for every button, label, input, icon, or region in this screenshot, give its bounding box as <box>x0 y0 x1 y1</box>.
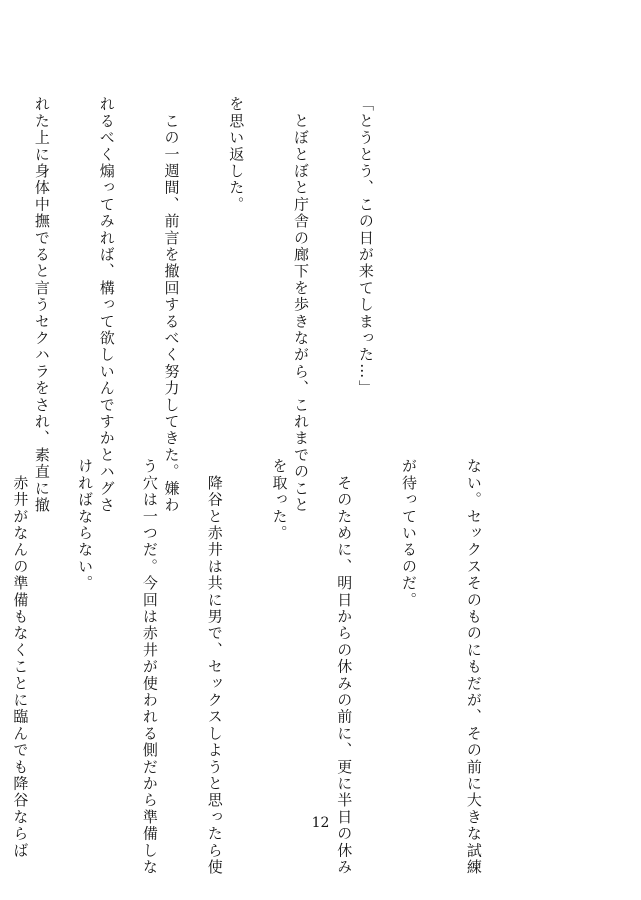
text-line: そのために、明日からの休みの前に、更に半日の休み <box>335 458 354 876</box>
text-line: ければならない。 <box>76 458 95 592</box>
text-line: う穴は一つだ。今回は赤井が使われる側だから準備しな <box>140 458 159 876</box>
text-line: ない。セックスそのものにもだが、その前に大きな試練 <box>464 458 483 876</box>
text-line: が待っているのだ。 <box>400 458 419 609</box>
text-line: 「とうとう、この日が来てしまった…」 <box>356 96 375 397</box>
text-line: とぼとぼと庁舎の廊下を歩きながら、これまでのこと <box>292 96 311 514</box>
text-line: れるべく煽ってみれば、構って欲しいんですかとハグさ <box>97 96 116 514</box>
text-line: この一週間、前言を撤回するべく努力してきた。嫌わ <box>162 96 181 514</box>
text-line: を思い返した。 <box>227 96 246 213</box>
page-number: 12 <box>311 815 330 831</box>
text-line: 降谷と赤井は共に男で、セックスしようと思ったら使 <box>205 458 224 876</box>
text-line: れた上に身体中撫でると言うセクハラをされ、素直に撤 <box>32 96 51 514</box>
text-line: 赤井がなんの準備もなくことに臨んでも降谷ならば <box>11 458 30 859</box>
text-line: を取った。 <box>270 458 289 542</box>
